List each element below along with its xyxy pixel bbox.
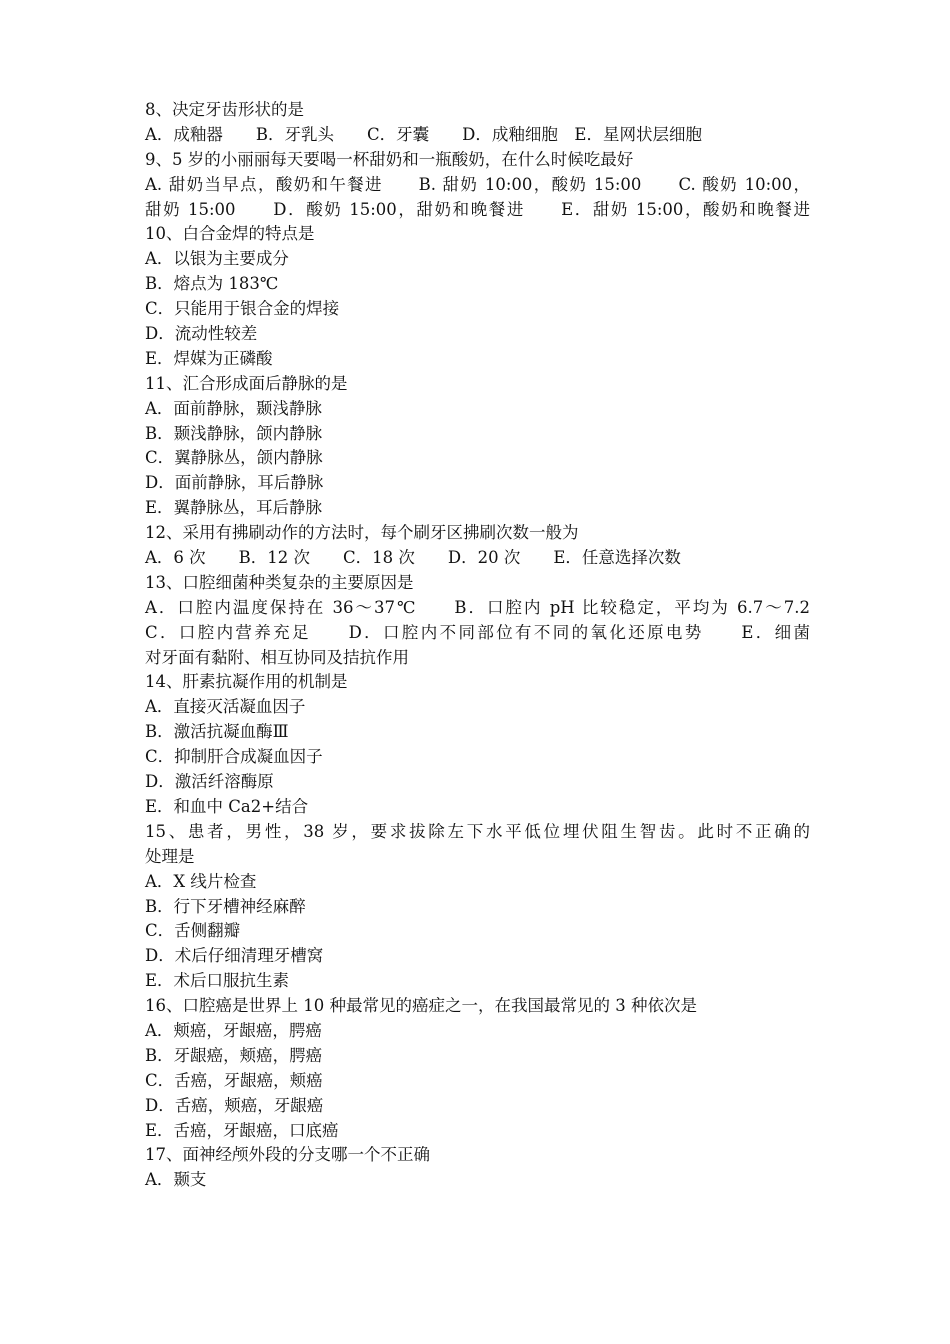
question-13-stem: 13、口腔细菌种类复杂的主要原因是 xyxy=(145,572,414,592)
question-16-option-e: E．舌癌，牙龈癌，口底癌 xyxy=(145,1120,339,1140)
question-13-options-line-3: 对牙面有黏附、相互协同及拮抗作用 xyxy=(145,647,409,667)
question-11-option-a: A．面前静脉，颞浅静脉 xyxy=(145,398,322,418)
question-17-option-a: A．颞支 xyxy=(145,1170,207,1190)
question-15-option-a: A．X 线片检查 xyxy=(145,871,257,891)
question-10-option-b: B．熔点为 183℃ xyxy=(145,274,279,294)
question-9-stem: 9、5 岁的小丽丽每天要喝一杯甜奶和一瓶酸奶，在什么时候吃最好 xyxy=(145,149,634,169)
question-16-option-b: B．牙龈癌，颊癌，腭癌 xyxy=(145,1045,323,1065)
question-12-options: A．6 次 B．12 次 C．18 次 D．20 次 E．任意选择次数 xyxy=(145,548,681,568)
question-11-option-e: E．翼静脉丛，耳后静脉 xyxy=(145,498,323,518)
question-14-stem: 14、肝素抗凝作用的机制是 xyxy=(145,672,348,692)
question-8-stem: 8、决定牙齿形状的是 xyxy=(145,100,304,119)
question-11-option-d: D．面前静脉，耳后静脉 xyxy=(145,473,324,493)
question-15-stem-line-1: 15、患者，男性，38 岁，要求拔除左下水平低位埋伏阻生智齿。此时不正确的 xyxy=(145,821,810,841)
question-15-stem-line-2: 处理是 xyxy=(145,846,195,866)
question-15-option-d: D．术后仔细清理牙槽窝 xyxy=(145,946,324,966)
question-11-option-b: B．颞浅静脉，颌内静脉 xyxy=(145,423,323,443)
question-14-option-c: C．抑制肝合成凝血因子 xyxy=(145,747,323,767)
question-8-options: A．成釉器 B．牙乳头 C．牙囊 D．成釉细胞 E．星网状层细胞 xyxy=(145,124,702,144)
question-10-stem: 10、白合金焊的特点是 xyxy=(145,224,315,244)
question-14-option-d: D．激活纤溶酶原 xyxy=(145,772,274,792)
question-10-option-e: E．焊媒为正磷酸 xyxy=(145,348,273,368)
document-page xyxy=(145,98,810,1193)
question-14-option-b: B．激活抗凝血酶Ⅲ xyxy=(145,722,289,742)
question-9-options-line-1: A. 甜奶当早点，酸奶和午餐进 B. 甜奶 10:00，酸奶 15:00 C. 酸奶 10:00， xyxy=(145,174,810,194)
question-14-option-e: E．和血中 Ca2+结合 xyxy=(145,796,309,816)
question-14-option-a: A．直接灭活凝血因子 xyxy=(145,697,306,717)
question-16-option-c: C．舌癌，牙龈癌，颊癌 xyxy=(145,1070,323,1090)
question-17-stem: 17、面神经颅外段的分支哪一个不正确 xyxy=(145,1145,430,1165)
question-10-option-a: A．以银为主要成分 xyxy=(145,249,289,269)
question-12-stem: 12、采用有拂刷动作的方法时，每个刷牙区拂刷次数一般为 xyxy=(145,523,579,543)
question-10-option-d: D．流动性较差 xyxy=(145,324,258,344)
question-15-option-e: E．术后口服抗生素 xyxy=(145,971,290,991)
question-16-stem: 16、口腔癌是世界上 10 种最常见的癌症之一，在我国最常见的 3 种依次是 xyxy=(145,996,697,1016)
question-13-options-line-2: C．口腔内营养充足 D．口腔内不同部位有不同的氧化还原电势 E．细菌 xyxy=(145,622,810,642)
question-11-stem: 11、汇合形成面后静脉的是 xyxy=(145,373,348,393)
question-15-option-b: B．行下牙槽神经麻醉 xyxy=(145,896,306,916)
question-15-option-c: C．舌侧翻瓣 xyxy=(145,921,241,941)
question-13-options-line-1: A．口腔内温度保持在 36～37℃ B．口腔内 pH 比较稳定，平均为 6.7～7.2 xyxy=(145,597,810,617)
question-10-option-c: C．只能用于银合金的焊接 xyxy=(145,299,340,319)
question-9-options-line-2: 甜奶 15:00 D．酸奶 15:00，甜奶和晚餐进 E．甜奶 15:00，酸奶和晚餐进 xyxy=(145,199,810,219)
question-16-option-d: D．舌癌，颊癌，牙龈癌 xyxy=(145,1095,324,1115)
question-11-option-c: C．翼静脉丛，颌内静脉 xyxy=(145,448,323,468)
question-16-option-a: A．颊癌，牙龈癌，腭癌 xyxy=(145,1020,322,1040)
